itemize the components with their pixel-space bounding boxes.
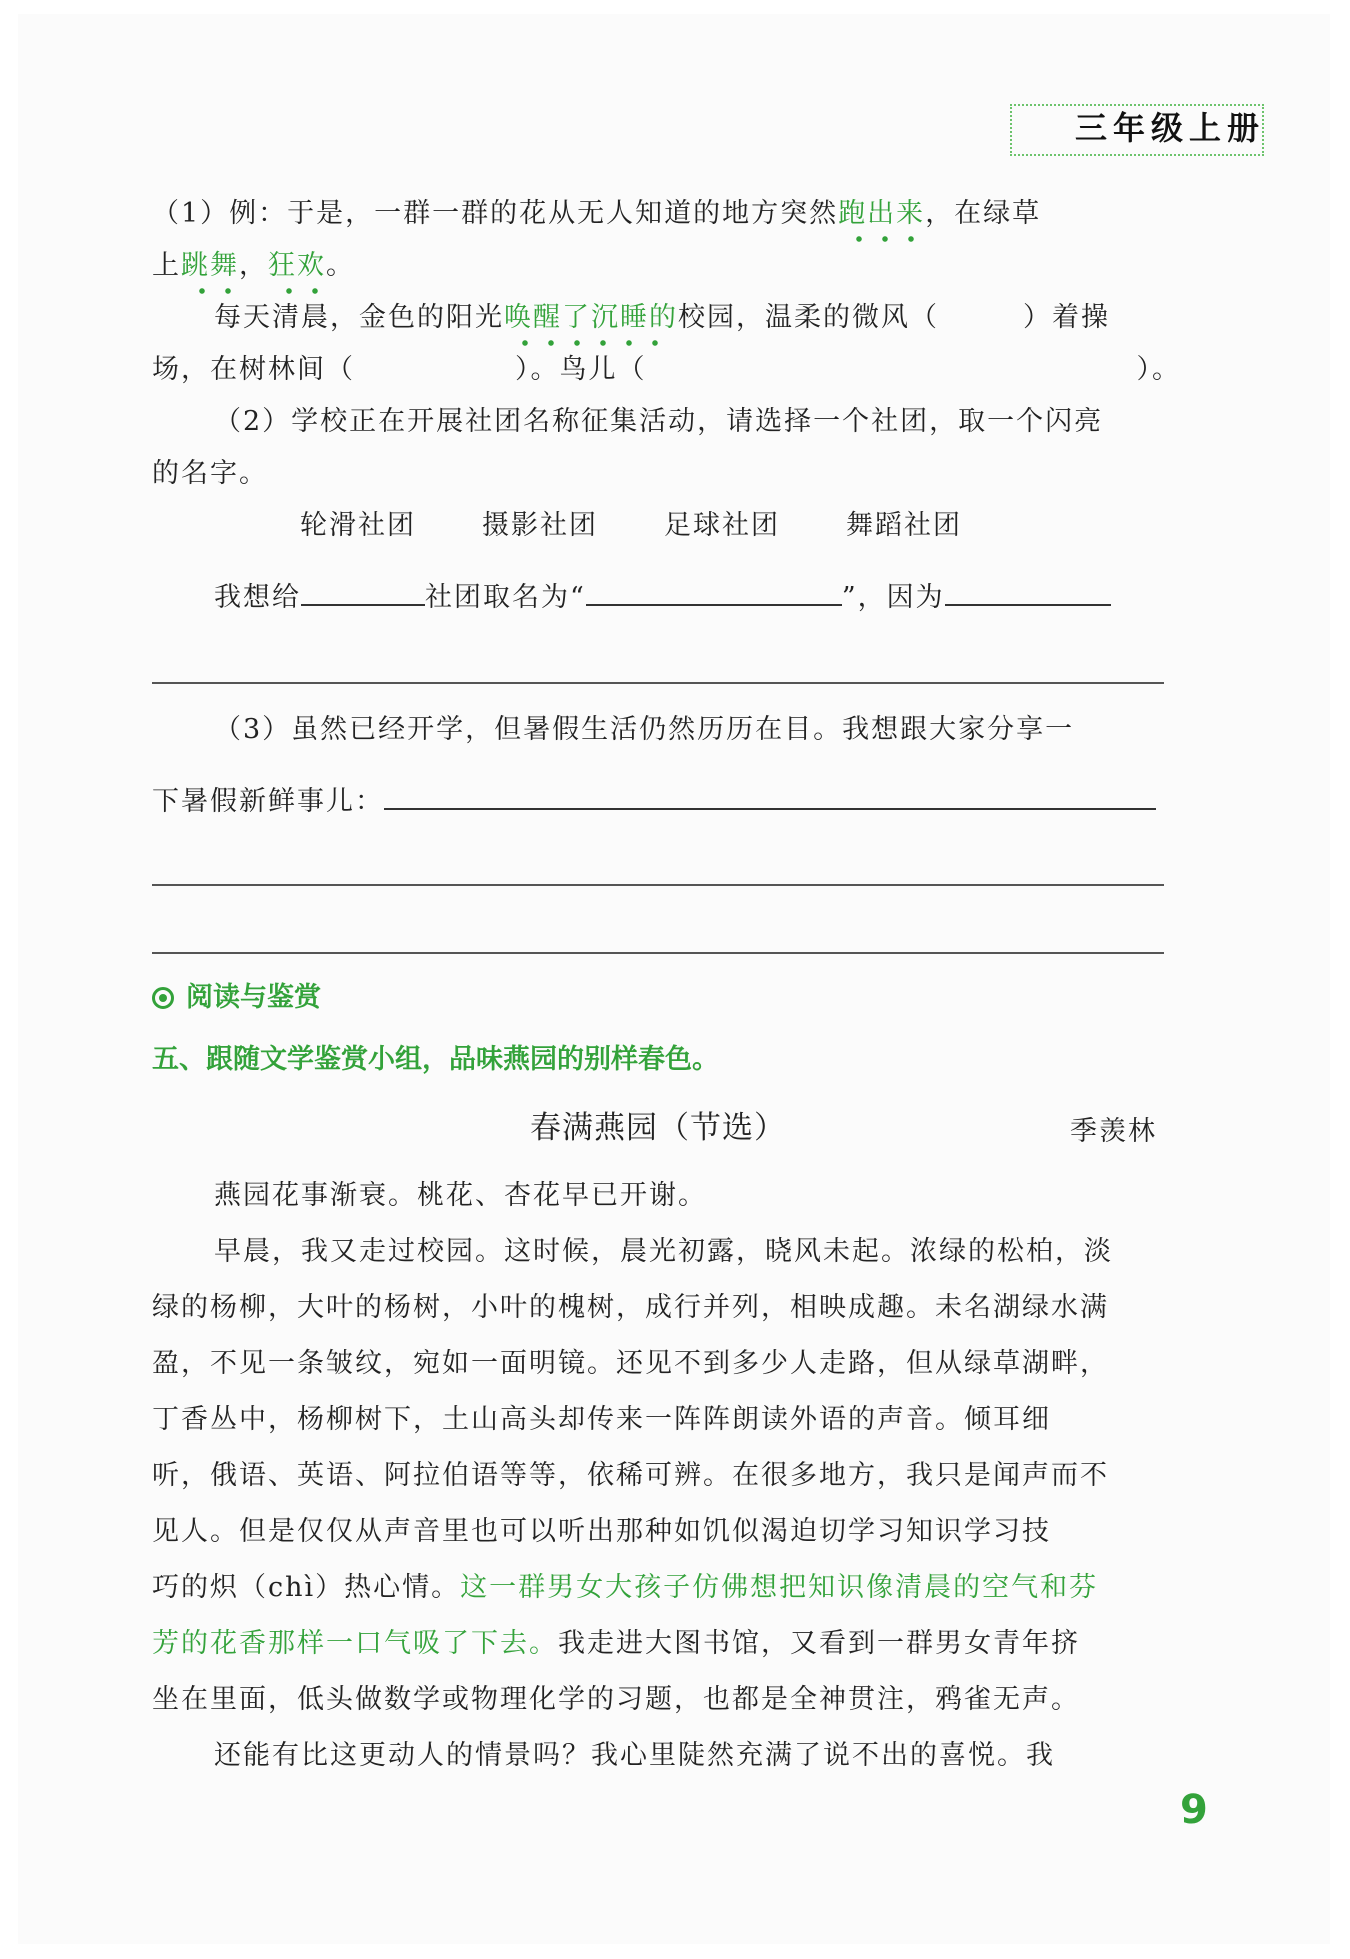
article-line: 绿的杨柳，大叶的杨树，小叶的槐树，成行并列，相映成趣。未名湖绿水满 [152, 1292, 1109, 1323]
text: 场，在树林间（ [152, 354, 355, 385]
article-line-highlight [152, 1626, 1080, 1662]
emphasis-revel [268, 250, 326, 281]
answer-line[interactable] [152, 884, 1164, 886]
q4-p1-task-line1 [214, 300, 1110, 336]
text: 。 [326, 250, 355, 281]
answer-line[interactable] [152, 952, 1164, 954]
q4-p3-line2 [152, 778, 1156, 820]
text: 阅读与鉴赏 [186, 982, 321, 1013]
blank-summer-news[interactable] [384, 778, 1156, 810]
text: 每天清晨，金色的阳光 [214, 302, 504, 333]
club-options [300, 508, 1028, 544]
text: （1）例：于是，一群一群的花从无人知道的地方突然 [152, 198, 839, 229]
article-line-highlight [152, 1570, 1098, 1606]
grade-label: 三年级上册 [1074, 109, 1265, 147]
emphasis-dots [504, 339, 678, 347]
article-line: 早晨，我又走过校园。这时候，晨光初露，晓风未起。浓绿的松柏，淡 [214, 1236, 1113, 1267]
emphasis-awaken [504, 302, 678, 333]
club-option: 摄影社团 [482, 510, 598, 541]
text: 巧的炽（chì）热心情。 [152, 1572, 461, 1603]
highlighted-sentence: 这一群男女大孩子仿佛想把知识像清晨的空气和芬 [460, 1572, 1099, 1603]
emphasis-dance [181, 250, 239, 281]
emphasis-dots [838, 235, 925, 243]
club-option: 轮滑社团 [300, 510, 416, 541]
article-line: 坐在里面，低头做数学或物理化学的习题，也都是全神贯注，鸦雀无声。 [152, 1684, 1080, 1715]
article-line: 丁香丛中，杨柳树下，土山高头却传来一阵阵朗读外语的声音。倾耳细 [152, 1404, 1051, 1435]
article-line: 还能有比这更动人的情景吗？我心里陡然充满了说不出的喜悦。我 [214, 1740, 1055, 1771]
article-title: 春满燕园（节选） [530, 1110, 786, 1146]
text: 唤醒了沉睡的 [504, 302, 678, 333]
club-option: 足球社团 [664, 510, 780, 541]
q5-title: 五、跟随文学鉴赏小组，品味燕园的别样春色。 [152, 1044, 719, 1075]
answer-line[interactable] [152, 682, 1164, 684]
text: 跳舞 [181, 250, 239, 281]
q4-p3-line1: （3）虽然已经开学，但暑假生活仍然历历在目。我想跟大家分享一 [214, 714, 1075, 745]
section-heading [152, 980, 321, 1016]
bullseye-icon [152, 987, 174, 1009]
text: 上 [152, 250, 181, 281]
text: 跑出来 [838, 198, 926, 229]
q4-p1-line1 [152, 196, 1041, 232]
text: 下暑假新鲜事儿： [152, 786, 384, 817]
text: 我走进大图书馆，又看到一群男女青年挤 [558, 1628, 1080, 1659]
blank-reason[interactable] [945, 574, 1111, 606]
highlighted-sentence: 芳的花香那样一口气吸了下去。 [152, 1628, 558, 1659]
q4-p1-task-line2 [152, 352, 1181, 388]
blank-club[interactable] [301, 574, 425, 606]
text: 狂欢 [268, 250, 326, 281]
emphasis-run [838, 198, 925, 229]
blank-club-name[interactable] [586, 574, 842, 606]
q4-p2-line1: （2）学校正在开展社团名称征集活动，请选择一个社团，取一个闪亮 [214, 406, 1104, 437]
text: ）。鸟儿（ [515, 354, 647, 385]
text: ，在绿草 [925, 198, 1042, 229]
article-author: 季羡林 [1070, 1116, 1157, 1147]
text: ， [239, 250, 268, 281]
text: ）。 [1136, 354, 1181, 385]
page-number: 9 [1180, 1787, 1208, 1833]
text: ”，因为 [841, 582, 945, 613]
article-line: 见人。但是仅仅从声音里也可以听出那种如饥似渴迫切学习知识学习技 [152, 1516, 1051, 1547]
article-para-1: 燕园花事渐衰。桃花、杏花早已开谢。 [214, 1180, 707, 1211]
text: 我想给 [214, 582, 301, 613]
text: 社团取名为“ [425, 582, 586, 613]
q4-p2-line2: 的名字。 [152, 458, 268, 489]
article-line: 听，俄语、英语、阿拉伯语等等，依稀可辨。在很多地方，我只是闻声而不 [152, 1460, 1109, 1491]
emphasis-dots [268, 287, 326, 295]
q4-p1-line2 [152, 248, 355, 284]
club-option: 舞蹈社团 [846, 510, 962, 541]
text: 校园，温柔的微风（ [678, 302, 939, 333]
article-line: 盈，不见一条皱纹，宛如一面明镜。还见不到多少人走路，但从绿草湖畔， [152, 1348, 1109, 1379]
text: ）着操 [1023, 302, 1110, 333]
emphasis-dots [181, 287, 239, 295]
q4-p2-fill-line [214, 574, 1111, 616]
